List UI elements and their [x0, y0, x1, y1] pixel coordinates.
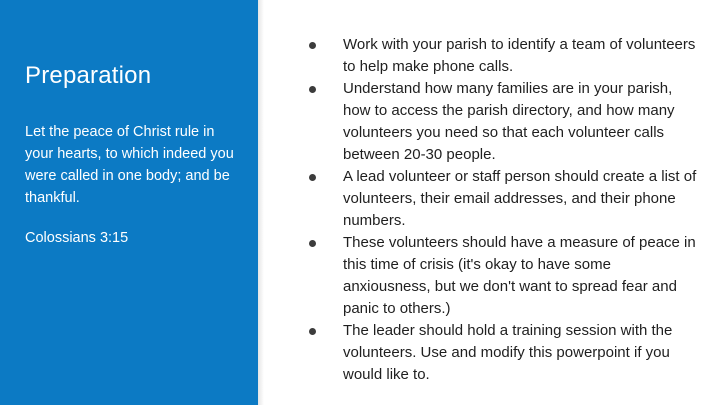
scripture-citation: Colossians 3:15 — [25, 230, 129, 246]
scripture-quote: Let the peace of Christ rule in your hearts, to which indeed you were called in one body; and be thankful. — [25, 124, 234, 206]
bullet-item — [305, 232, 697, 320]
bullet-item — [305, 320, 697, 386]
bullet-item — [305, 34, 697, 78]
bullet-dot-icon — [309, 86, 316, 93]
left-panel — [0, 0, 258, 405]
bullet-dot-icon — [309, 240, 316, 247]
bullet-dot-icon — [309, 174, 316, 181]
bullet-item — [305, 166, 697, 232]
bullet-text: A lead volunteer or staff person should create a list of volunteers, their email addresses, and their phone numbers. — [343, 168, 697, 229]
bullet-item — [305, 78, 697, 166]
slide-title: Preparation — [25, 62, 152, 89]
bullet-dot-icon — [309, 328, 316, 335]
bullet-text: Understand how many families are in your parish, how to access the parish directory, and how many volunteers you need so that each volunteer calls between 20-30 people. — [343, 80, 675, 163]
bullet-list — [305, 34, 697, 386]
bullet-text: The leader should hold a training session with the volunteers. Use and modify this powerpoint if you would like to. — [343, 322, 673, 383]
bullet-dot-icon — [309, 42, 316, 49]
bullet-text: Work with your parish to identify a team of volunteers to help make phone calls. — [343, 36, 696, 75]
bullet-text: These volunteers should have a measure of peace in this time of crisis (it's okay to have some anxiousness, but we don't want to spread fear and panic to others.) — [343, 234, 696, 317]
panel-divider — [258, 0, 264, 405]
